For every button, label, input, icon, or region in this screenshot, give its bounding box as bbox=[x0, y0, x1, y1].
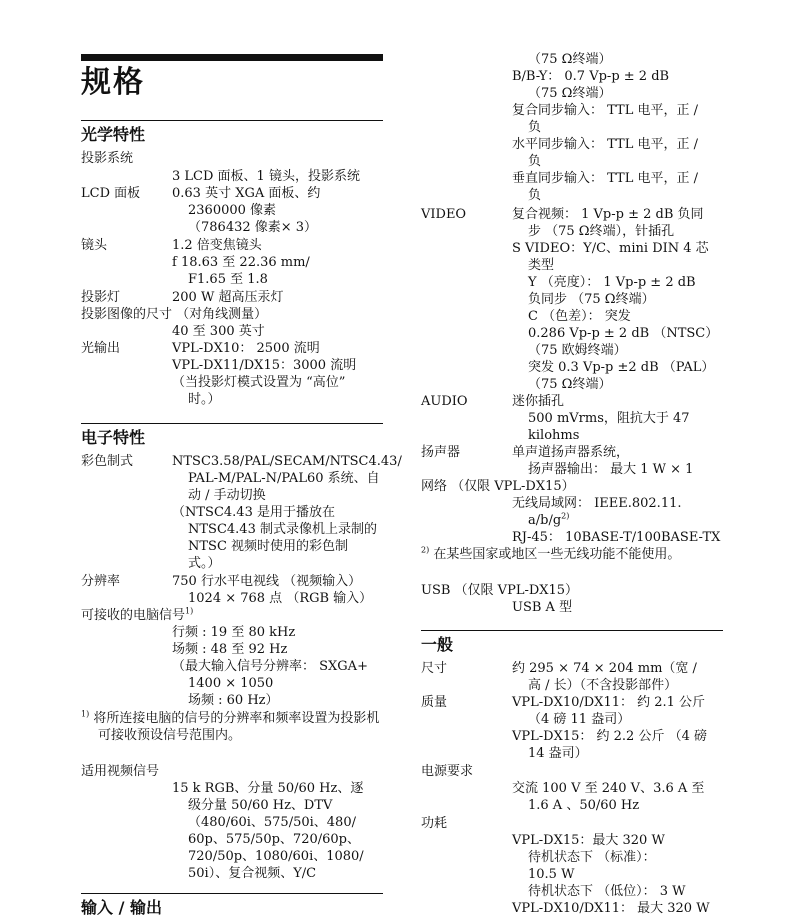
spec-line: Y （亮度）： 1 Vp-p ± 2 dB bbox=[528, 275, 696, 290]
footnote-2-line bbox=[421, 546, 723, 563]
spec-line: VPL-DX15：最大 320 W bbox=[512, 833, 665, 848]
spec-value-light-output bbox=[172, 340, 383, 408]
spec-line: NTSC4.43 制式录像机上录制的 bbox=[188, 522, 377, 537]
spec-label-power-consumption: 功耗 bbox=[421, 816, 448, 831]
footnote-1-text: 将所连接电脑的信号的分辨率和频率设置为投影机可接收预设信号范围内。 bbox=[93, 711, 380, 743]
spec-label-light-output: 光输出 bbox=[81, 341, 121, 356]
spec-line: 720/50p、1080/60i、1080/ bbox=[188, 849, 364, 864]
section-optical bbox=[81, 120, 383, 146]
spec-line: 时。） bbox=[188, 392, 221, 407]
spec-line: NTSC3.58/PAL/SECAM/NTSC4.43/ bbox=[172, 454, 402, 469]
spec-value-projection-system: 3 LCD 面板、1 镜头，投影系统 bbox=[172, 169, 360, 184]
spec-label-network: 网络 （仅限 VPL-DX15） bbox=[421, 479, 575, 494]
spec-label-video: VIDEO bbox=[421, 207, 467, 222]
spec-line: 水平同步输入： TTL 电平，正 / bbox=[512, 137, 698, 152]
spec-label-usb: USB （仅限 VPL-DX15） bbox=[421, 583, 579, 598]
spec-line: 10.5 W bbox=[528, 867, 575, 882]
spec-line: 14 盎司） bbox=[528, 746, 588, 761]
spec-line: VPL-DX15： 约 2.2 公斤 （4 磅 bbox=[512, 729, 707, 744]
spec-value-video-signal bbox=[172, 780, 383, 882]
spec-line: 约 295 × 74 × 204 mm（宽 / bbox=[512, 661, 697, 676]
spec-value-power-consumption bbox=[512, 832, 723, 917]
section-general bbox=[421, 630, 723, 656]
spec-value-lcd bbox=[172, 185, 383, 236]
spec-line: 15 k RGB、分量 50/60 Hz、逐 bbox=[172, 781, 364, 796]
spec-line-text: a/b/g bbox=[528, 513, 562, 528]
spec-line: 复合视频： 1 Vp-p ± 2 dB 负同 bbox=[512, 207, 704, 222]
spec-line: 0.286 Vp-p ± 2 dB （NTSC） bbox=[528, 326, 719, 341]
spec-line: 750 行水平电视线 （视频输入） bbox=[172, 574, 362, 589]
spec-value-network bbox=[512, 495, 723, 546]
spec-value-resolution bbox=[172, 573, 383, 607]
footnote-1-line bbox=[81, 710, 383, 744]
spec-line: NTSC 视频时使用的彩色制 bbox=[188, 539, 349, 554]
spec-line: C （色差）： 突发 bbox=[528, 309, 631, 324]
spec-label-mass: 质量 bbox=[421, 695, 448, 710]
spec-label-audio: AUDIO bbox=[421, 394, 468, 409]
spec-line: B/B-Y： 0.7 Vp-p ± 2 dB bbox=[512, 69, 670, 84]
footnote-mark-2: 2) bbox=[421, 545, 430, 555]
spec-line: 无线局域网： IEEE.802.11. bbox=[512, 496, 682, 511]
spec-line: 垂直同步输入： TTL 电平，正 / bbox=[512, 171, 698, 186]
spec-line: 1400 × 1050 bbox=[188, 676, 274, 691]
spec-line: S VIDEO：Y/C、mini DIN 4 芯 bbox=[512, 241, 709, 256]
spec-line: VPL-DX10/DX11： 最大 320 W bbox=[512, 901, 710, 916]
spec-line: 突发 0.3 Vp-p ±2 dB （PAL） bbox=[528, 360, 715, 375]
section-heading-io: 输入 / 输出 bbox=[81, 898, 162, 917]
spec-line: 迷你插孔 bbox=[512, 394, 565, 409]
spec-line: 50i）、复合视频、Y/C bbox=[188, 866, 317, 881]
spec-line: VPL-DX11/DX15：3000 流明 bbox=[172, 358, 357, 373]
spec-line: 0.63 英寸 XGA 面板、约 bbox=[172, 186, 321, 201]
spec-line: （当投影灯模式设置为 “高位” bbox=[172, 375, 346, 390]
spec-line: （75 Ω终端） bbox=[528, 377, 612, 392]
spec-value-speaker bbox=[512, 444, 723, 478]
spec-line: （480/60i、575/50i、480/ bbox=[188, 815, 356, 830]
spec-line: VPL-DX10： 2500 流明 bbox=[172, 341, 320, 356]
spec-label-speaker: 扬声器 bbox=[421, 445, 461, 460]
spec-line: 式。） bbox=[188, 556, 221, 571]
spec-line: 高 / 长）（不含投影部件） bbox=[528, 678, 678, 693]
spec-line: （4 磅 11 盎司） bbox=[528, 712, 631, 727]
spec-label-image-size: 投影图像的尺寸 （对角线测量） bbox=[81, 307, 268, 322]
spec-line: 类型 bbox=[528, 258, 555, 273]
section-heading-general: 一般 bbox=[421, 635, 454, 654]
spec-value-lens bbox=[172, 237, 383, 288]
spec-line: 场频 : 48 至 92 Hz bbox=[172, 642, 288, 657]
footnote-ref-2: 2) bbox=[561, 511, 570, 521]
section-electronic bbox=[81, 423, 383, 449]
spec-line: 复合同步输入： TTL 电平，正 / bbox=[512, 103, 698, 118]
spec-line: 步 （75 Ω终端），针插孔 bbox=[528, 224, 675, 239]
spec-line: 场频 : 60 Hz） bbox=[188, 693, 279, 708]
spec-line: （75 Ω终端） bbox=[528, 52, 612, 67]
spec-value-pc-signal bbox=[172, 624, 383, 709]
spec-line: 单声道扬声器系统， bbox=[512, 445, 630, 460]
spec-line: F1.65 至 1.8 bbox=[188, 272, 268, 287]
title-rule bbox=[81, 54, 383, 61]
spec-value-rgb-input-cont bbox=[512, 51, 723, 204]
spec-line: （NTSC4.43 是用于播放在 bbox=[172, 505, 335, 520]
spec-label-video-signal: 适用视频信号 bbox=[81, 764, 160, 779]
spec-line: 负 bbox=[528, 188, 542, 203]
footnote-2-text: 在某些国家或地区一些无线功能不能使用。 bbox=[433, 547, 681, 562]
spec-line: （75 欧姆终端） bbox=[528, 343, 627, 358]
spec-line: 500 mVrms，阻抗大于 47 bbox=[528, 411, 690, 426]
section-heading-optical: 光学特性 bbox=[81, 125, 146, 144]
section-heading-electronic: 电子特性 bbox=[81, 428, 146, 447]
spec-line: 交流 100 V 至 240 V、3.6 A 至 bbox=[512, 781, 705, 796]
spec-line: 待机状态下 （标准）： bbox=[528, 850, 656, 865]
spec-label-pc-signal-text: 可接收的电脑信号 bbox=[81, 608, 186, 623]
spec-value-color-system bbox=[172, 453, 402, 572]
spec-line: 动 / 手动切换 bbox=[188, 488, 266, 503]
spec-value-video bbox=[512, 206, 723, 393]
spec-value-lamp: 200 W 超高压汞灯 bbox=[172, 290, 284, 305]
spec-label-pc-signal bbox=[81, 607, 383, 624]
spec-line: 1024 × 768 点 （RGB 输入） bbox=[188, 591, 373, 606]
spec-label-resolution: 分辨率 bbox=[81, 574, 121, 589]
spec-value-audio bbox=[512, 393, 723, 444]
spec-value-power-req bbox=[512, 780, 723, 814]
spec-value-image-size: 40 至 300 英寸 bbox=[172, 324, 265, 339]
spec-label-lcd: LCD 面板 bbox=[81, 186, 141, 201]
footnote-ref-1: 1) bbox=[185, 606, 194, 616]
footnote-1 bbox=[81, 710, 383, 744]
spec-value-usb: USB A 型 bbox=[512, 600, 573, 615]
spec-label-lamp: 投影灯 bbox=[81, 290, 121, 305]
spec-line: 行频 : 19 至 80 kHz bbox=[172, 625, 296, 640]
footnote-2 bbox=[421, 546, 723, 563]
spec-line: （786432 像素× 3） bbox=[188, 220, 318, 235]
spec-line bbox=[512, 512, 723, 529]
spec-line: VPL-DX10/DX11： 约 2.1 公斤 bbox=[512, 695, 706, 710]
spec-line: （75 Ω终端） bbox=[528, 86, 612, 101]
spec-line: RJ-45： 10BASE-T/100BASE-TX bbox=[512, 530, 721, 545]
spec-line: 待机状态下 （低位）： 3 W bbox=[528, 884, 686, 899]
spec-line: 级分量 50/60 Hz、DTV bbox=[188, 798, 333, 813]
spec-line: 扬声器输出： 最大 1 W × 1 bbox=[528, 462, 694, 477]
spec-line: 负 bbox=[528, 154, 542, 169]
spec-label-color-system: 彩色制式 bbox=[81, 454, 134, 469]
spec-line: 60p、575/50p、720/60p、 bbox=[188, 832, 360, 847]
spec-label-projection-system: 投影系统 bbox=[81, 151, 134, 166]
spec-line: 2360000 像素 bbox=[188, 203, 277, 218]
spec-value-size bbox=[512, 660, 723, 694]
spec-value-mass bbox=[512, 694, 723, 762]
spec-line: 负 bbox=[528, 120, 542, 135]
section-io bbox=[81, 893, 383, 919]
spec-line: kilohms bbox=[528, 428, 580, 443]
spec-line: f 18.63 至 22.36 mm/ bbox=[172, 255, 310, 270]
footnote-mark-1: 1) bbox=[81, 709, 90, 719]
spec-label-power-req: 电源要求 bbox=[421, 764, 474, 779]
spec-line: （最大输入信号分辨率： SXGA+ bbox=[172, 659, 368, 674]
page-title: 规格 bbox=[81, 65, 145, 100]
spec-label-lens: 镜头 bbox=[81, 238, 108, 253]
spec-line: 负同步 （75 Ω终端） bbox=[528, 292, 655, 307]
spec-line: PAL-M/PAL-N/PAL60 系统、自 bbox=[188, 471, 380, 486]
spec-label-size: 尺寸 bbox=[421, 661, 448, 676]
spec-line: 1.6 A 、50/60 Hz bbox=[528, 798, 640, 813]
spec-line: 1.2 倍变焦镜头 bbox=[172, 238, 262, 253]
